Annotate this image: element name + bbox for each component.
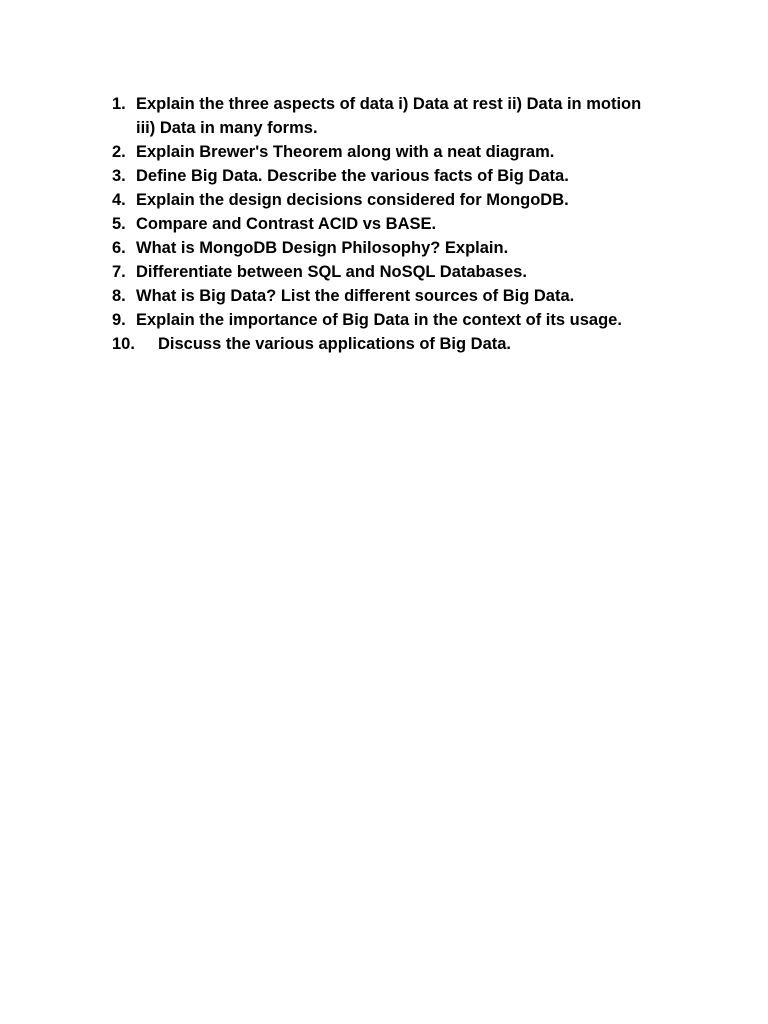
question-text: Explain Brewer's Theorem along with a neat diagram. <box>136 143 555 161</box>
question-text-line-2: iii) Data in many forms. <box>136 119 318 137</box>
question-text: What is Big Data? List the different sources of Big Data. <box>136 287 575 305</box>
question-list <box>112 92 712 356</box>
question-text: Discuss the various applications of Big Data. <box>158 335 512 353</box>
question-text-line-1: Explain the three aspects of data i) Data at rest ii) Data in motion <box>136 95 642 113</box>
question-item-4 <box>112 188 712 212</box>
question-item-5 <box>112 212 712 236</box>
question-number: 4. <box>112 191 126 209</box>
question-number: 7. <box>112 263 126 281</box>
question-number: 8. <box>112 287 126 305</box>
question-item-3 <box>112 164 712 188</box>
question-number: 5. <box>112 215 126 233</box>
question-text: Define Big Data. Describe the various facts of Big Data. <box>136 167 569 185</box>
question-item-9 <box>112 308 712 332</box>
question-text <box>136 92 641 140</box>
question-item-10 <box>112 332 712 356</box>
question-text: Compare and Contrast ACID vs BASE. <box>136 215 437 233</box>
question-item-8 <box>112 284 712 308</box>
question-number: 9. <box>112 311 126 329</box>
question-item-7 <box>112 260 712 284</box>
question-item-1 <box>112 92 712 140</box>
question-item-2 <box>112 140 712 164</box>
question-number: 6. <box>112 239 126 257</box>
question-number: 1. <box>112 95 126 113</box>
question-text: Explain the importance of Big Data in the context of its usage. <box>136 311 622 329</box>
question-number: 3. <box>112 167 126 185</box>
question-text: Differentiate between SQL and NoSQL Databases. <box>136 263 527 281</box>
question-item-6 <box>112 236 712 260</box>
question-number: 10. <box>112 335 135 353</box>
question-number: 2. <box>112 143 126 161</box>
question-text: Explain the design decisions considered for MongoDB. <box>136 191 569 209</box>
question-text: What is MongoDB Design Philosophy? Explain. <box>136 239 509 257</box>
